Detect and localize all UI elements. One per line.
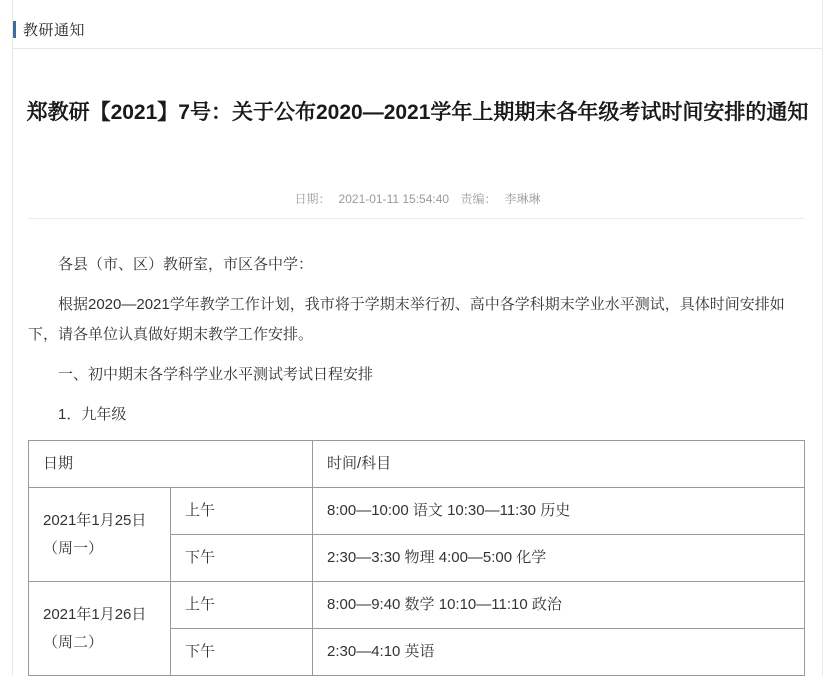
cell-date-jan26 [29, 582, 171, 676]
exam-schedule-table [28, 440, 805, 676]
cell-date-jan25 [29, 488, 171, 582]
header-cell-date: 日期 [29, 441, 313, 488]
meta-divider [28, 218, 805, 219]
category-label: 教研通知 [23, 21, 86, 39]
page-title: 郑教研【2021】7号：关于公布2020—2021学年上期期末各年级考试时间安排的通知 [26, 101, 809, 125]
table-row [29, 582, 805, 629]
cell-detail-morning: 8:00—9:40 数学 10:10—11:10 政治 [313, 582, 805, 629]
meta-date-value: 2021-01-11 15:54:40 [338, 192, 450, 206]
cell-detail-afternoon: 2:30—3:30 物理 4:00—5:00 化学 [313, 535, 805, 582]
meta-date-label: 日期： [294, 192, 331, 206]
paragraph-grade-nine: 1．九年级 [58, 406, 127, 423]
category-breadcrumb[interactable] [13, 18, 85, 40]
header-cell-time-subject: 时间/科目 [313, 441, 805, 488]
date-line-1: 2021年1月25日 [43, 511, 147, 529]
paragraph-section-one: 一、初中期末各学科学业水平测试考试日程安排 [58, 366, 374, 383]
paragraph-intro: 根据2020—2021学年教学工作计划，我市将于学期末举行初、高中各学科期末学业水平测试，具体时间安排如下，请各单位认真做好期末教学工作安排。 [28, 296, 785, 343]
meta-editor-value: 李琳琳 [504, 192, 541, 206]
cell-detail-morning: 8:00—10:00 语文 10:30—11:30 历史 [313, 488, 805, 535]
right-border-rule [822, 0, 823, 676]
date-line-2: （周二） [43, 633, 104, 651]
table-row [29, 488, 805, 535]
cell-period-afternoon: 下午 [171, 535, 313, 582]
category-accent-bar [13, 21, 16, 38]
header-divider [13, 48, 822, 49]
paragraph-addressee: 各县（市、区）教研室，市区各中学： [58, 256, 314, 273]
table-header-row [29, 441, 805, 488]
cell-period-morning: 上午 [171, 582, 313, 629]
cell-detail-afternoon: 2:30—4:10 英语 [313, 629, 805, 676]
date-line-1: 2021年1月26日 [43, 605, 147, 623]
meta-editor-label: 责编： [460, 192, 497, 206]
cell-period-afternoon: 下午 [171, 629, 313, 676]
date-line-2: （周一） [43, 539, 104, 557]
cell-period-morning: 上午 [171, 488, 313, 535]
article-body [28, 250, 805, 676]
article-meta [13, 190, 822, 207]
